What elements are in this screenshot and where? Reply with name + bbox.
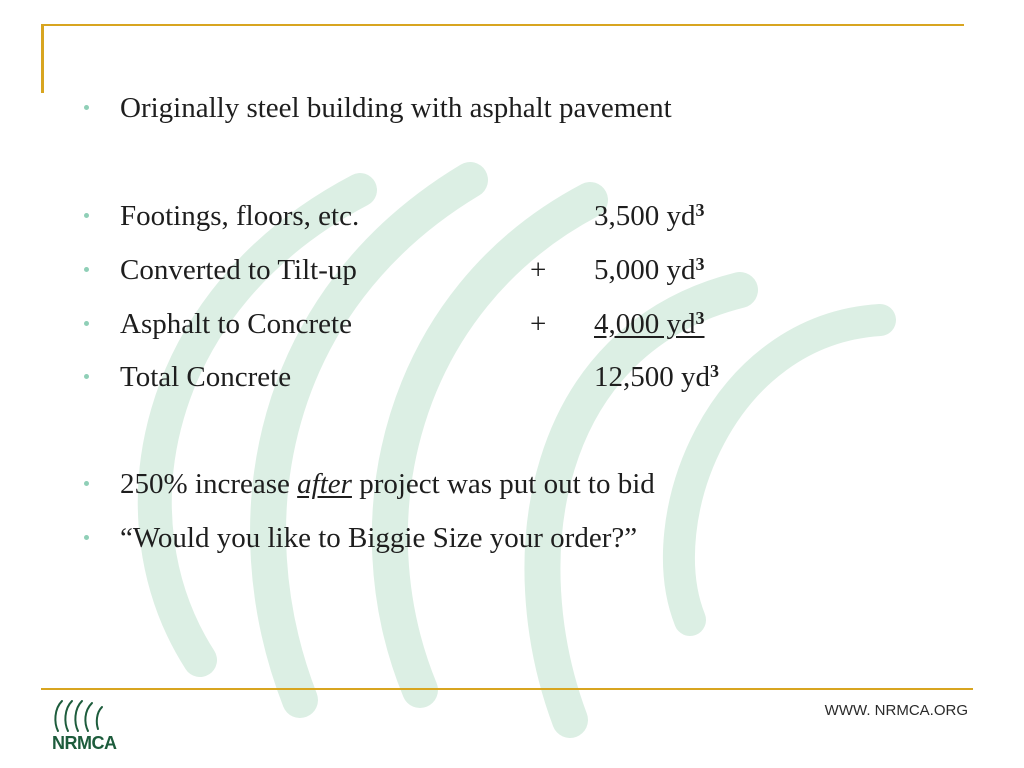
emphasized-word: after	[297, 468, 352, 500]
nrmca-logo	[50, 697, 122, 757]
bullet-dot-icon	[84, 535, 89, 540]
bullet-item	[0, 250, 1024, 290]
bullet-dot-icon	[84, 481, 89, 486]
bullet-item	[0, 518, 1024, 558]
bullet-operator: +	[530, 254, 547, 286]
bullet-dot-icon	[84, 374, 89, 379]
bullet-text: Asphalt to Concrete	[120, 308, 352, 340]
bullet-operator: +	[530, 308, 547, 340]
nrmca-logo-arcs-icon	[50, 697, 122, 735]
bullet-dot-icon	[84, 105, 89, 110]
bullet-text: Originally steel building with asphalt pavement	[120, 92, 672, 124]
unit-superscript: 3	[695, 200, 705, 220]
frame-vertical-line	[41, 24, 44, 93]
logo-text: NRMCA	[52, 733, 117, 753]
bullet-item	[0, 88, 1024, 128]
bullet-value: 5,000 $yd^3$	[594, 254, 705, 286]
bullet-item	[0, 304, 1024, 344]
bullet-dot-icon	[84, 213, 89, 218]
bullet-text: Total Concrete	[120, 361, 292, 393]
unit-superscript: 3	[695, 254, 705, 274]
bullet-dot-icon	[84, 321, 89, 326]
bullet-text: Footings, floors, etc.	[120, 200, 360, 232]
bullet-text: Converted to Tilt-up	[120, 254, 357, 286]
bullet-item	[0, 357, 1024, 397]
bullet-dot-icon	[84, 267, 89, 272]
bullet-value: 12,500 $yd^3$	[594, 361, 719, 393]
frame-horizontal-line	[41, 24, 964, 26]
footer-divider	[41, 688, 973, 690]
bullet-text: “Would you like to Biggie Size your order?”	[120, 522, 638, 554]
bullet-item	[0, 196, 1024, 236]
bullet-text: 250% increase after project was put out to bid	[120, 468, 655, 500]
bullet-item	[0, 464, 1024, 504]
footer-url: WWW. NRMCA.ORG	[824, 702, 968, 719]
unit-superscript: 3	[695, 308, 705, 328]
bullet-value: 3,500 $yd^3$	[594, 200, 705, 232]
unit-superscript: 3	[710, 361, 719, 381]
bullet-value: 4,000 $yd^3$	[594, 308, 705, 340]
